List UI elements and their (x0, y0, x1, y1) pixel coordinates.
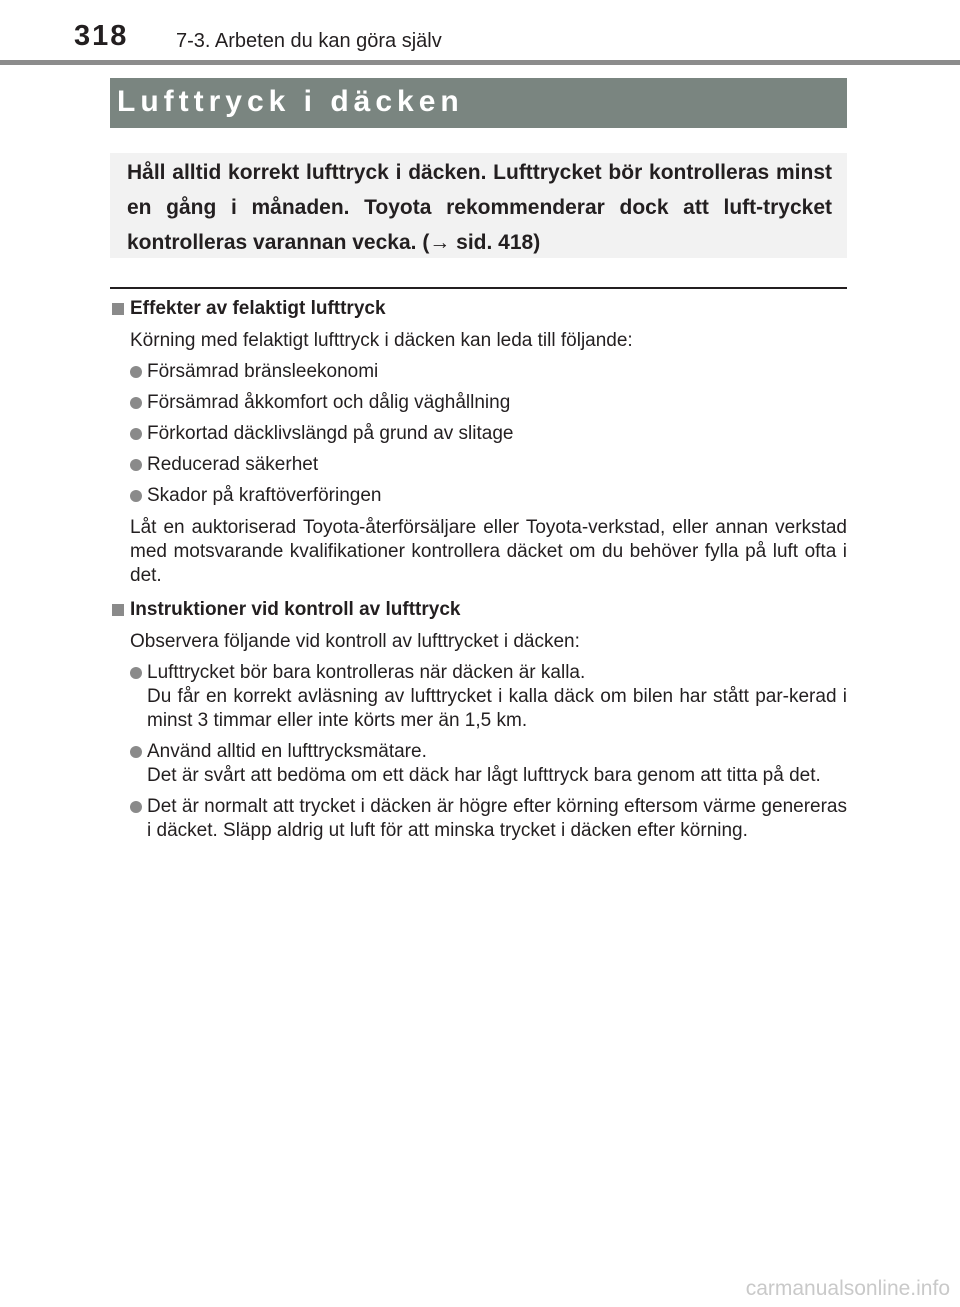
heading-text: Instruktioner vid kontroll av lufttryck (130, 599, 461, 620)
section-heading-instructions (110, 596, 847, 624)
section-banner (110, 78, 847, 128)
list-item-text: Använd alltid en lufttrycksmätare. (147, 741, 427, 762)
lead-paragraph: Observera följande vid kontroll av lufttrycket i däcken: (130, 631, 580, 652)
list-item-text: Lufttrycket bör bara kontrolleras när däcken är kalla. (147, 662, 586, 683)
watermark: carmanualsonline.info (745, 1277, 950, 1300)
intro-box (110, 153, 847, 258)
list-item (110, 795, 847, 843)
round-bullet-icon (130, 490, 142, 502)
section-heading-effects (110, 295, 847, 323)
intro-divider (110, 287, 847, 289)
square-bullet-icon (112, 303, 124, 315)
list-item-text: Reducerad säkerhet (147, 454, 319, 475)
square-bullet-icon (112, 604, 124, 616)
heading-text: Effekter av felaktigt lufttryck (130, 298, 386, 319)
page-number: 318 (74, 20, 129, 52)
list-item (110, 484, 847, 508)
list-item (110, 661, 847, 733)
list-item-text: Försämrad åkkomfort och dålig väghållning (147, 392, 511, 413)
list-item (110, 740, 847, 788)
round-bullet-icon (130, 746, 142, 758)
list-item (110, 453, 847, 477)
round-bullet-icon (130, 801, 142, 813)
section-title: Lufttryck i däcken (117, 85, 464, 118)
round-bullet-icon (130, 397, 142, 409)
intro-text: Håll alltid korrekt lufttryck i däcken. Lufttrycket bör kontrolleras minst en gång i månaden. Toyota rekommenderar dock att luft-trycket kontrolleras varannan vecka. (→ sid. 418) (127, 161, 832, 254)
list-item (110, 360, 847, 384)
header-rule (0, 60, 960, 65)
content (110, 295, 847, 843)
list-item (110, 422, 847, 446)
list-item (110, 391, 847, 415)
chapter-title: 7-3. Arbeten du kan göra själv (176, 30, 442, 52)
round-bullet-icon (130, 459, 142, 471)
list-item-text: Förkortad däcklivslängd på grund av slitage (147, 423, 514, 444)
list-item-text: Skador på kraftöverföringen (147, 485, 382, 506)
round-bullet-icon (130, 366, 142, 378)
effects-list (110, 360, 847, 508)
list-item-detail: Du får en korrekt avläsning av lufttrycket i kalla däck om bilen har stått par-kerad i minst 3 timmar eller inte körts mer än 1,5 km. (147, 686, 847, 731)
lead-paragraph: Körning med felaktigt lufttryck i däcken kan leda till följande: (130, 330, 633, 351)
page-header (74, 20, 934, 60)
round-bullet-icon (130, 667, 142, 679)
list-item-text: Försämrad bränsleekonomi (147, 361, 379, 382)
tail-paragraph: Låt en auktoriserad Toyota-återförsäljare eller Toyota-verkstad, eller annan verkstad med motsvarande kvalifikationer kontrollera däcket om du behöver fylla på luft ofta i det. (130, 517, 847, 586)
instructions-list (110, 661, 847, 843)
list-item-text: Det är normalt att trycket i däcken är högre efter körning eftersom värme genereras i däcket. Släpp aldrig ut luft för att minska trycket i däcken efter körning. (147, 796, 847, 841)
round-bullet-icon (130, 428, 142, 440)
list-item-detail: Det är svårt att bedöma om ett däck har lågt lufttryck bara genom att titta på det. (147, 765, 821, 786)
